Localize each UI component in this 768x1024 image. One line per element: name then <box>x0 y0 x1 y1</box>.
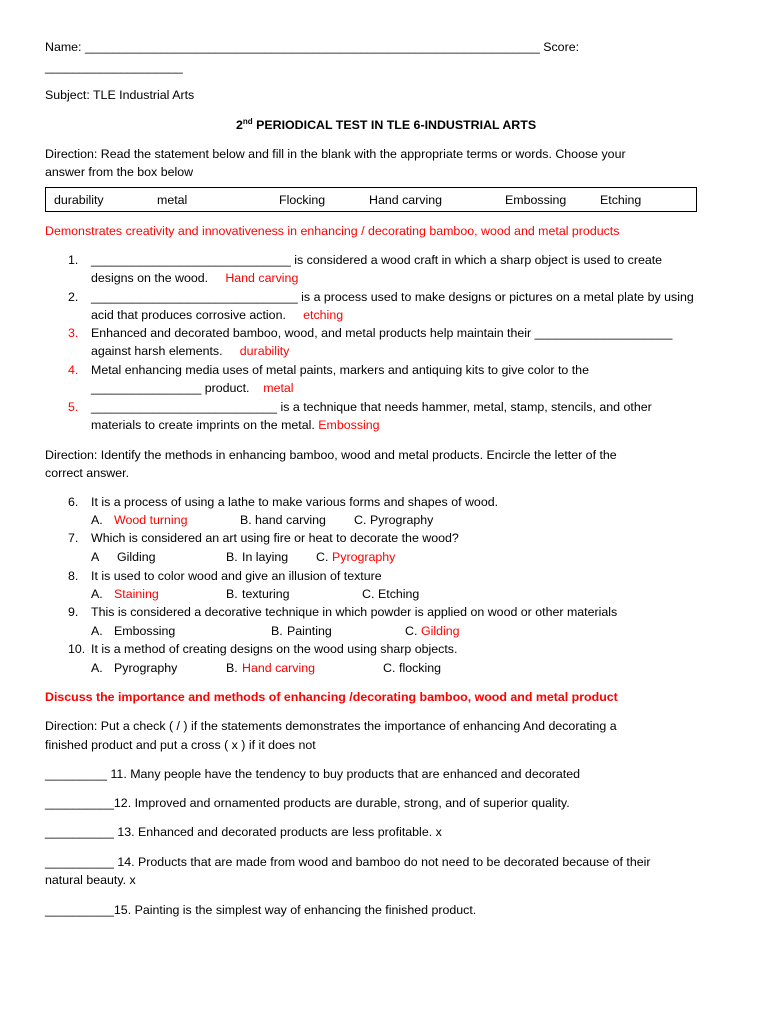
check-item[interactable]: __________15. Painting is the simplest way of enhancing the finished product. <box>45 903 477 917</box>
option-text-correct[interactable]: Hand carving <box>242 661 316 675</box>
direction-1-line-2: answer from the box below <box>45 165 194 179</box>
question-text: Which is considered an art using fire or heat to decorate the wood? <box>91 531 459 545</box>
name-label: Name: <box>45 40 82 54</box>
item-number: 7. <box>68 531 79 545</box>
word-choice: Etching <box>600 193 642 207</box>
subject-line: Subject: TLE Industrial Arts <box>45 88 195 102</box>
name-line <box>45 40 579 54</box>
option-text-correct[interactable]: Staining <box>114 587 159 601</box>
option-letter[interactable]: C. <box>316 550 329 564</box>
word-choice: durability <box>54 193 104 207</box>
item-number: 5. <box>68 400 79 414</box>
direction-2-line-2: correct answer. <box>45 466 130 480</box>
item-number: 9. <box>68 605 79 619</box>
section-1-heading: Demonstrates creativity and innovativeness in enhancing / decorating bamboo, wood and metal products <box>45 224 620 238</box>
answer-text: Embossing <box>318 418 380 432</box>
item-text: ______________________________ is a process used to make designs or pictures on a metal plate by using <box>91 290 694 304</box>
word-choice: Embossing <box>505 193 567 207</box>
option-letter[interactable]: B. <box>226 661 238 675</box>
check-item[interactable]: __________ 13. Enhanced and decorated products are less profitable. x <box>45 825 442 839</box>
item-number: 10. <box>68 642 86 656</box>
direction-3-line-2: finished product and put a cross ( x ) if it does not <box>45 738 316 752</box>
check-item[interactable]: __________ 14. Products that are made from wood and bamboo do not need to be decorated because of their <box>45 855 651 869</box>
item-number: 2. <box>68 290 79 304</box>
option-letter[interactable]: C. <box>383 661 396 675</box>
option-text[interactable]: flocking <box>399 661 442 675</box>
score-label: Score: <box>543 40 580 54</box>
option-text[interactable]: texturing <box>242 587 290 601</box>
option-letter[interactable]: B. <box>226 550 238 564</box>
answer-text: durability <box>239 344 290 358</box>
direction-1-line-1: Direction: Read the statement below and fill in the blank with the appropriate terms or words. Choose your <box>45 147 626 161</box>
option-letter[interactable]: B. <box>240 513 252 527</box>
question-text: It is used to color wood and give an illusion of texture <box>91 569 382 583</box>
check-item-cont: natural beauty. x <box>45 873 136 887</box>
option-letter[interactable]: B. <box>271 624 283 638</box>
item-text-cont: against harsh elements. durability <box>91 344 290 358</box>
question-text: It is a method of creating designs on the wood using sharp objects. <box>91 642 458 656</box>
page-title <box>236 117 536 132</box>
answer-text: metal <box>263 381 294 395</box>
score-blank[interactable]: ____________________ <box>45 60 183 74</box>
title-ordinal-suffix: nd <box>242 117 253 126</box>
option-text-correct[interactable]: Gilding <box>421 624 460 638</box>
check-item[interactable]: __________12. Improved and ornamented products are durable, strong, and of superior quality. <box>45 796 570 810</box>
question-text: This is considered a decorative technique in which powder is applied on wood or other materials <box>91 605 618 619</box>
word-choice-box <box>45 187 697 212</box>
direction-2-line-1: Direction: Identify the methods in enhancing bamboo, wood and metal products. Encircle the letter of the <box>45 448 617 462</box>
direction-3-line-1: Direction: Put a check ( / ) if the statements demonstrates the importance of enhancing And decorating a <box>45 719 617 733</box>
item-number: 1. <box>68 253 79 267</box>
item-text-cont: ________________ product. metal <box>91 381 294 395</box>
option-text[interactable]: Pyrography <box>114 661 178 675</box>
item-text-cont: acid that produces corrosive action. etching <box>91 308 344 322</box>
option-letter[interactable]: A. <box>91 624 103 638</box>
option-letter[interactable]: A. <box>91 587 103 601</box>
option-letter[interactable]: C. <box>405 624 418 638</box>
option-text[interactable]: In laying <box>242 550 289 564</box>
section-2-heading: Discuss the importance and methods of enhancing /decorating bamboo, wood and metal product <box>45 690 618 704</box>
option-letter[interactable]: A <box>91 550 100 564</box>
answer-text: Hand carving <box>225 271 299 285</box>
option-text[interactable]: Gilding <box>117 550 156 564</box>
option-letter[interactable]: B. <box>226 587 238 601</box>
item-number: 6. <box>68 495 79 509</box>
item-text: ___________________________ is a technique that needs hammer, metal, stamp, stencils, and other <box>91 400 652 414</box>
item-text: Enhanced and decorated bamboo, wood, and metal products help maintain their ____________________ <box>91 326 673 340</box>
word-choice: metal <box>157 193 188 207</box>
word-choice: Hand carving <box>369 193 443 207</box>
option-text[interactable]: Pyrography <box>370 513 434 527</box>
answer-text: etching <box>303 308 344 322</box>
word-choice: Flocking <box>279 193 326 207</box>
title-ordinal: 2 <box>236 118 243 132</box>
option-text[interactable]: Embossing <box>114 624 176 638</box>
item-text: Metal enhancing media uses of metal paints, markers and antiquing kits to give color to the <box>91 363 589 377</box>
question-text: It is a process of using a lathe to make various forms and shapes of wood. <box>91 495 499 509</box>
option-text-correct[interactable]: Pyrography <box>332 550 396 564</box>
title-text: PERIODICAL TEST IN TLE 6-INDUSTRIAL ARTS <box>252 118 537 132</box>
option-text[interactable]: Painting <box>287 624 332 638</box>
option-letter[interactable]: A. <box>91 513 103 527</box>
name-blank[interactable]: __________________________________________________________________ <box>84 40 540 54</box>
item-text-cont: designs on the wood. Hand carving <box>91 271 299 285</box>
option-text[interactable]: hand carving <box>255 513 326 527</box>
option-text-correct[interactable]: Wood turning <box>114 513 188 527</box>
option-letter[interactable]: C. <box>354 513 367 527</box>
item-number: 3. <box>68 326 79 340</box>
option-letter[interactable]: C. <box>362 587 375 601</box>
item-number: 4. <box>68 363 79 377</box>
option-letter[interactable]: A. <box>91 661 103 675</box>
item-number: 8. <box>68 569 79 583</box>
item-text: _____________________________ is considered a wood craft in which a sharp object is used to create <box>91 253 663 267</box>
check-item[interactable]: _________ 11. Many people have the tendency to buy products that are enhanced and decorated <box>45 767 581 781</box>
option-text[interactable]: Etching <box>378 587 420 601</box>
item-text-cont: materials to create imprints on the metal. Embossing <box>91 418 380 432</box>
